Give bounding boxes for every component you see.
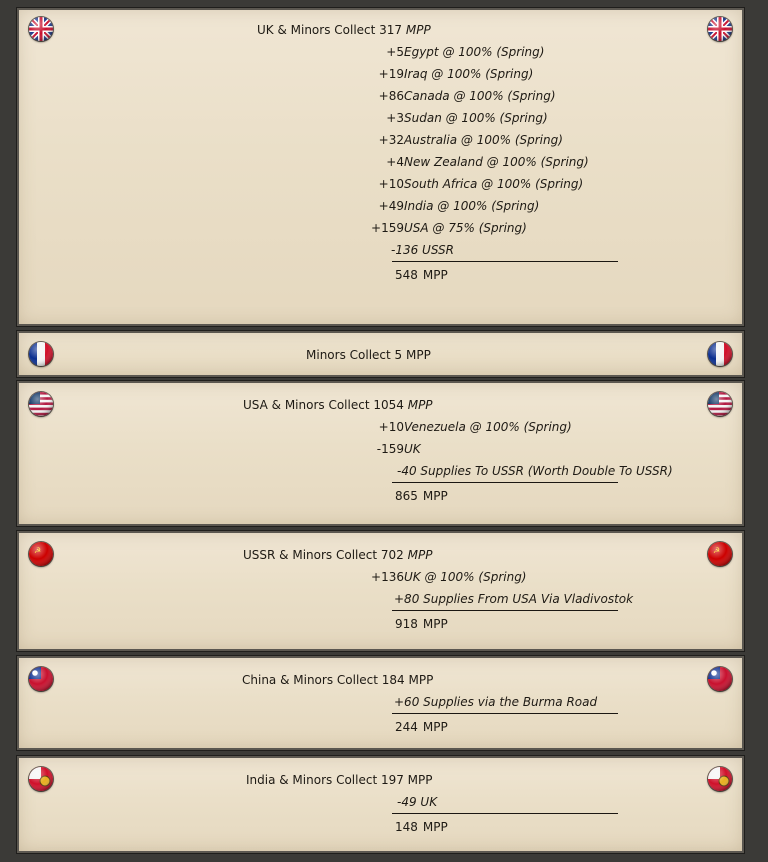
usa-deduction: -40 Supplies To USSR (Worth Double To USSR) (397, 464, 673, 478)
income-source: Canada @ 100% (Spring) (404, 89, 556, 103)
india-flag-icon-right (708, 767, 732, 791)
income-source: UK (404, 442, 421, 456)
usa-header-text: USA & Minors Collect 1054 (243, 398, 404, 412)
ussr-flag-icon-right (708, 542, 732, 566)
india-header: India & Minors Collect 197 MPP (246, 773, 433, 787)
income-delta: +49 (378, 199, 404, 213)
france-panel (16, 330, 745, 378)
india-panel (16, 755, 745, 854)
china-panel (16, 655, 745, 751)
income-source: South Africa @ 100% (Spring) (404, 177, 584, 191)
uk-divider (392, 261, 618, 262)
uk-total-unit: MPP (422, 268, 448, 282)
income-delta: +10 (378, 420, 404, 434)
uk-header-text: UK & Minors Collect 317 (257, 23, 403, 37)
uk-deduction: -136 USSR (391, 243, 454, 257)
china-header: China & Minors Collect 184 MPP (242, 673, 434, 687)
income-delta: +159 (371, 221, 404, 235)
ussr-total-unit: MPP (422, 617, 448, 631)
income-delta: +19 (378, 67, 404, 81)
usa-flag-icon (29, 392, 53, 416)
uk-flag-icon-right (708, 17, 732, 41)
income-source: USA @ 75% (Spring) (404, 221, 527, 235)
china-supplies: +60 Supplies via the Burma Road (394, 695, 598, 709)
china-total-unit: MPP (422, 720, 448, 734)
income-delta: +10 (378, 177, 404, 191)
income-source: Sudan @ 100% (Spring) (404, 111, 548, 125)
income-source: Iraq @ 100% (Spring) (404, 67, 534, 81)
usa-total-unit: MPP (422, 489, 448, 503)
ussr-divider (392, 610, 618, 611)
income-source: Venezuela @ 100% (Spring) (404, 420, 572, 434)
uk-panel (16, 7, 745, 327)
ussr-header (243, 547, 432, 563)
uk-header-unit: MPP (405, 23, 431, 37)
income-source: Egypt @ 100% (Spring) (404, 45, 545, 59)
ussr-flag-icon (29, 542, 53, 566)
ussr-header-unit: MPP (407, 548, 433, 562)
china-flag-icon (29, 667, 53, 691)
usa-header (243, 397, 433, 413)
income-delta: +4 (386, 155, 404, 169)
income-delta: +3 (386, 111, 404, 125)
usa-divider (392, 482, 618, 483)
income-delta: +32 (378, 133, 404, 147)
uk-header (257, 22, 431, 38)
ussr-total (395, 616, 448, 632)
india-total-unit: MPP (422, 820, 448, 834)
france-flag-icon (29, 342, 53, 366)
usa-total (395, 488, 448, 504)
india-deduction: -49 UK (397, 795, 438, 809)
usa-panel (16, 380, 745, 527)
ussr-total-value: 918 (395, 617, 418, 631)
uk-total (395, 267, 448, 283)
income-delta: -159 (376, 442, 404, 456)
china-divider (392, 713, 618, 714)
income-source: New Zealand @ 100% (Spring) (404, 155, 589, 169)
ussr-header-text: USSR & Minors Collect 702 (243, 548, 404, 562)
india-divider (392, 813, 618, 814)
income-delta: +136 (371, 570, 404, 584)
china-total-value: 244 (395, 720, 418, 734)
india-total-value: 148 (395, 820, 418, 834)
usa-flag-icon-right (708, 392, 732, 416)
france-flag-icon-right (708, 342, 732, 366)
india-flag-icon (29, 767, 53, 791)
income-source: UK @ 100% (Spring) (404, 570, 527, 584)
income-delta: +5 (386, 45, 404, 59)
china-total (395, 719, 448, 735)
income-source: Australia @ 100% (Spring) (404, 133, 563, 147)
china-flag-icon-right (708, 667, 732, 691)
income-delta: +86 (378, 89, 404, 103)
income-source: India @ 100% (Spring) (404, 199, 540, 213)
india-total (395, 819, 448, 835)
france-header: Minors Collect 5 MPP (306, 348, 431, 362)
usa-total-value: 865 (395, 489, 418, 503)
uk-total-value: 548 (395, 268, 418, 282)
uk-flag-icon (29, 17, 53, 41)
ussr-panel (16, 530, 745, 652)
usa-header-unit: MPP (407, 398, 433, 412)
ussr-supplies: +80 Supplies From USA Via Vladivostok (394, 592, 634, 606)
